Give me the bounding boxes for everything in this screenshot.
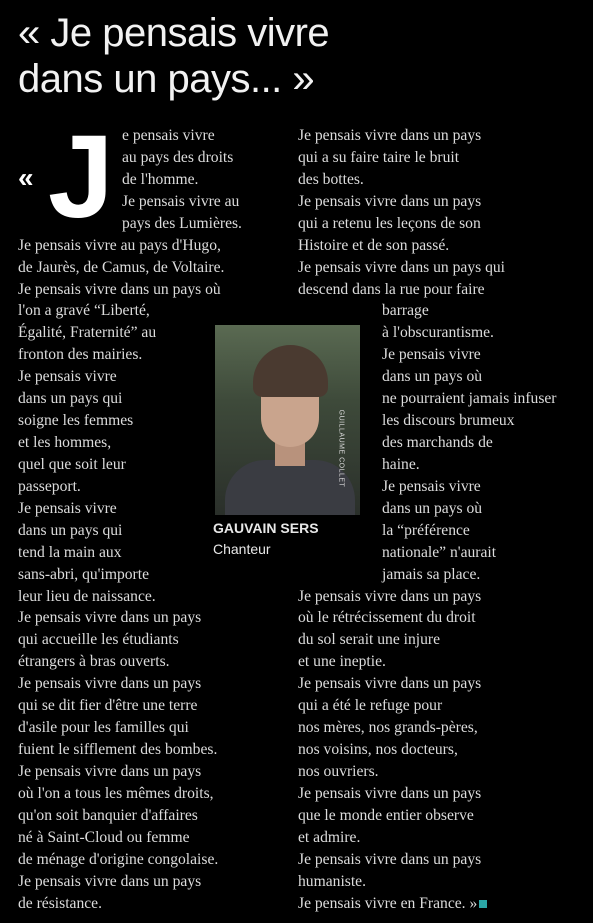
body-text-line: où le rétrécissement du droit bbox=[298, 609, 476, 627]
body-text-line: nos ouvriers. bbox=[298, 762, 379, 780]
body-text-line: nationale” n'aurait bbox=[382, 543, 497, 561]
body-text-line: qui a été le refuge pour bbox=[298, 697, 443, 715]
article-headline bbox=[18, 10, 578, 102]
body-text-line: passeport. bbox=[18, 477, 81, 495]
body-text-line: haine. bbox=[382, 455, 420, 473]
body-text-line: des marchands de bbox=[382, 434, 493, 452]
body-text-line: Je pensais vivre dans un pays bbox=[18, 762, 202, 780]
body-text-line: dans un pays où bbox=[382, 368, 483, 386]
photo-caption-role: Chanteur bbox=[213, 541, 271, 557]
body-text-line: et les hommes, bbox=[18, 434, 112, 452]
body-text-line: les discours brumeux bbox=[382, 412, 515, 430]
headline-line-1: « Je pensais vivre bbox=[18, 11, 330, 55]
body-text-line: et admire. bbox=[298, 828, 361, 846]
body-text-line: de l'homme. bbox=[122, 170, 199, 188]
body-text-line: d'asile pour les familles qui bbox=[18, 719, 189, 737]
body-text-line: au pays des droits bbox=[122, 148, 234, 166]
body-text-line: Je pensais vivre bbox=[18, 499, 117, 517]
body-text-line: leur lieu de naissance. bbox=[18, 587, 156, 605]
body-text-line: l'on a gravé “Liberté, bbox=[18, 302, 150, 320]
body-text-line: de ménage d'origine congolaise. bbox=[18, 850, 219, 868]
body-text-line: qui a su faire taire le bruit bbox=[298, 148, 460, 166]
body-text-line: à l'obscurantisme. bbox=[382, 324, 494, 342]
body-text-line: sans-abri, qu'importe bbox=[18, 565, 149, 583]
body-text-line: Je pensais vivre dans un pays bbox=[18, 872, 202, 890]
body-text-line: Je pensais vivre en France. » bbox=[298, 893, 487, 915]
body-text-line: Je pensais vivre dans un pays bbox=[298, 127, 482, 144]
body-text-line: dans un pays où bbox=[382, 499, 483, 517]
body-text-line: tend la main aux bbox=[18, 543, 122, 561]
body-text-line: Je pensais vivre dans un pays bbox=[298, 587, 482, 605]
body-text-line: qu'on soit banquier d'affaires bbox=[18, 806, 198, 824]
body-text-line: la “préférence bbox=[382, 521, 470, 539]
body-text-line: humaniste. bbox=[298, 872, 366, 890]
body-text-line: Je pensais vivre dans un pays bbox=[298, 192, 482, 210]
body-text-line: qui se dit fier d'être une terre bbox=[18, 697, 198, 715]
body-text-line: de résistance. bbox=[18, 894, 102, 912]
body-text-line: Je pensais vivre dans un pays bbox=[298, 784, 482, 802]
body-text-line: de Jaurès, de Camus, de Voltaire. bbox=[18, 258, 225, 276]
body-text-line: soigne les femmes bbox=[18, 412, 134, 430]
body-text-line: Je pensais vivre dans un pays bbox=[18, 675, 202, 693]
body-text-line: Je pensais vivre bbox=[382, 346, 481, 364]
body-text-line: Je pensais vivre au pays d'Hugo, bbox=[18, 236, 221, 254]
body-text-line: dans un pays qui bbox=[18, 390, 123, 408]
body-text-line: quel que soit leur bbox=[18, 455, 126, 473]
body-text-line: Je pensais vivre au bbox=[122, 192, 240, 210]
body-text-line: étrangers à bras ouverts. bbox=[18, 653, 170, 671]
body-text-line: dans un pays qui bbox=[18, 521, 123, 539]
body-text-line: descend dans la rue pour faire bbox=[298, 280, 485, 298]
body-text-line: que le monde entier observe bbox=[298, 806, 474, 824]
body-text-line: du sol serait une injure bbox=[298, 631, 441, 649]
headline-line-2: dans un pays... » bbox=[18, 57, 315, 101]
drop-cap-letter: J bbox=[48, 111, 114, 243]
body-text-line: pays des Lumières. bbox=[122, 214, 242, 232]
body-text-line: nos mères, nos grands-pères, bbox=[298, 719, 478, 737]
body-text-line: ne pourraient jamais infuser bbox=[382, 390, 557, 408]
opening-quote-mark: « bbox=[18, 162, 34, 193]
body-text-line: Je pensais vivre dans un pays qui bbox=[298, 258, 506, 276]
end-of-article-mark bbox=[479, 900, 487, 908]
body-text-line: où l'on a tous les mêmes droits, bbox=[18, 784, 214, 802]
body-text-line: Je pensais vivre dans un pays bbox=[298, 850, 482, 868]
body-text-line: des bottes. bbox=[298, 170, 364, 188]
body-text-line: Histoire et de son passé. bbox=[298, 236, 450, 254]
body-text-line: qui accueille les étudiants bbox=[18, 631, 179, 649]
body-text-line: Je pensais vivre dans un pays bbox=[298, 675, 482, 693]
body-text-line: Je pensais vivre bbox=[18, 368, 117, 386]
body-text-line: qui a retenu les leçons de son bbox=[298, 214, 481, 232]
body-text-line: jamais sa place. bbox=[382, 565, 481, 583]
body-text-line: fronton des mairies. bbox=[18, 346, 143, 364]
photo-credit: GUILLAUME COLLET bbox=[337, 409, 345, 488]
photo-caption-name: GAUVAIN SERS bbox=[213, 520, 319, 536]
body-text-line: Je pensais vivre bbox=[382, 477, 481, 495]
body-text-line: Je pensais vivre dans un pays bbox=[18, 609, 202, 627]
body-text-line: fuient le sifflement des bombes. bbox=[18, 741, 218, 759]
body-text-line: barrage bbox=[382, 302, 429, 320]
portrait-photo bbox=[215, 325, 360, 515]
body-text-line: Égalité, Fraternité” au bbox=[18, 324, 157, 342]
body-text-line: Je pensais vivre dans un pays où bbox=[18, 280, 221, 298]
body-text-line: e pensais vivre bbox=[122, 127, 215, 144]
body-text-line: nos voisins, nos docteurs, bbox=[298, 741, 458, 759]
body-text-line: et une ineptie. bbox=[298, 653, 386, 671]
body-text-line: né à Saint-Cloud ou femme bbox=[18, 828, 190, 846]
